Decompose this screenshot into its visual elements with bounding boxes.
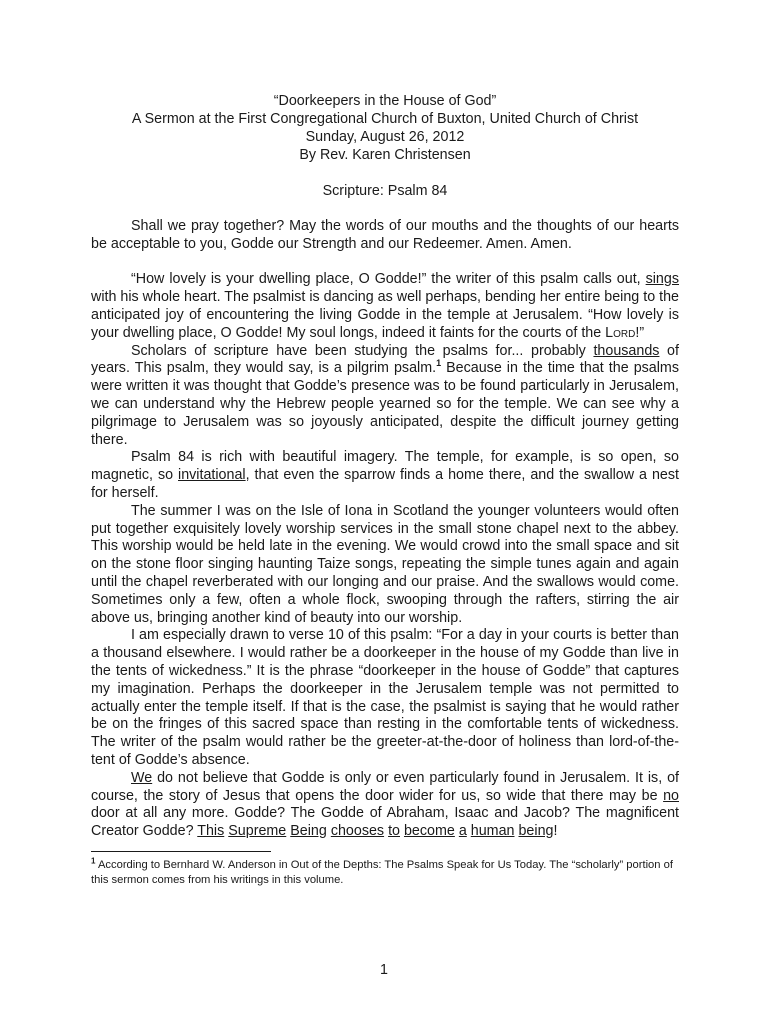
underlined-word: to <box>388 823 400 840</box>
sermon-title: “Doorkeepers in the House of God” <box>273 93 497 109</box>
paragraph-scholars: Scholars of scripture have been studying the psalms for... probably thousands of years. This psalm, they would say, is a pilgrim psalm.$^1$ Because in the time that the psalms were written it was thought that Godde’s presence was to be found particularly in Jerusalem, we can understand why the Hebrew people yearned so for the temple. We can see why a pilgrimage to Jerusalem was so joyously anticipated, despite the difficult journey getting there. <box>91 342 679 448</box>
footnote-reference: 1 <box>436 358 442 369</box>
footnote-marker: 1 <box>91 856 96 866</box>
footnote-text: According to Bernhard W. Anderson in Out of the Depths: The Psalms Speak for Us Today. The “scholarly” portion of this sermon comes from his writings in this volume. <box>91 858 673 886</box>
footnote <box>91 858 679 888</box>
sermon-author: By Rev. Karen Christensen <box>299 147 471 163</box>
underlined-word: We <box>131 769 153 786</box>
page-number: 1 <box>380 962 388 978</box>
paragraph-prayer: Shall we pray together? May the words of our mouths and the thoughts of our hearts be acceptable to you, Godde our Strength and our Redeemer. Amen. Amen. <box>91 218 679 252</box>
paragraph-imagery: Psalm 84 is rich with beautiful imagery. The temple, for example, is so open, so magnetic, so invitational, that even the sparrow finds a home there, and the swallow a nest for herself. <box>91 449 679 501</box>
sermon-date: Sunday, August 26, 2012 <box>305 129 465 145</box>
small-caps-lord: Lord <box>605 324 636 341</box>
underlined-word: a <box>458 823 467 840</box>
underlined-word: human <box>470 823 515 840</box>
underlined-word: Supreme <box>228 823 287 840</box>
underlined-word: invitational <box>178 467 246 484</box>
paragraph-jesus: We do not believe that Godde is only or even particularly found in Jerusalem. It is, of course, the story of Jesus that opens the door wider for us, so wide that there may be no door at all any more. Godde? The Godde of Abraham, Isaac and Jacob? The magnificent Creator Godde? This Supreme Being chooses to become a human being! <box>91 769 679 840</box>
scripture-reference: Scripture: Psalm 84 <box>322 183 448 199</box>
underlined-word: sings <box>645 271 679 288</box>
document-page <box>91 92 679 887</box>
paragraph-verse-ten: I am especially drawn to verse 10 of this psalm: “For a day in your courts is better than a thousand elsewhere. I would rather be a doorkeeper in the house of my Godde than live in the tents of wickedness.” It is the phrase “doorkeeper in the house of Godde” that captures my imagination. Perhaps the doorkeeper in the Jerusalem temple was not permitted to actually enter the temple itself. If that is the case, the psalmist is saying that he would rather be on the fringes of this sacred space than resting in the comfortable tents of wickedness. The writer of the psalm would rather be the greeter-at-the-door of holiness than lord-of-the-tent of Godde’s absence. <box>91 627 679 768</box>
sermon-subtitle: A Sermon at the First Congregational Church of Buxton, United Church of Christ <box>131 111 639 127</box>
footnote-divider <box>91 851 271 852</box>
underlined-word: thousands <box>593 342 660 359</box>
underlined-word: Being <box>290 823 327 840</box>
paragraph-iona: The summer I was on the Isle of Iona in Scotland the younger volunteers would often put together exquisitely lovely worship services in the small stone chapel next to the abbey. This worship would be held late in the evening. We would crowd into the small space and sit on the stone floor singing haunting Taize songs, repeating the simple tunes again and again until the chapel reverberated with our longing and our praise. And the swallows would come. Sometimes only a few, often a whole flock, swooping through the rafters, stirring the air above us, bringing another kind of beauty into our worship. <box>91 502 679 626</box>
paragraph-dwelling-place: “How lovely is your dwelling place, O Godde!” the writer of this psalm calls out, sings with his whole heart. The psalmist is dancing as well perhaps, bending her entire being to the anticipated joy of encountering the living Godde in the temple at Jerusalem. “How lovely is your dwelling place, O Godde! My soul longs, indeed it faints for the courts of the Lord!” <box>91 271 679 341</box>
sermon-body <box>91 218 679 841</box>
sermon-header <box>91 92 679 164</box>
underlined-word: chooses <box>330 823 385 840</box>
underlined-word: become <box>403 823 455 840</box>
underlined-word: no <box>663 787 679 804</box>
underlined-word: This <box>197 823 225 840</box>
underlined-word: being <box>518 823 554 840</box>
